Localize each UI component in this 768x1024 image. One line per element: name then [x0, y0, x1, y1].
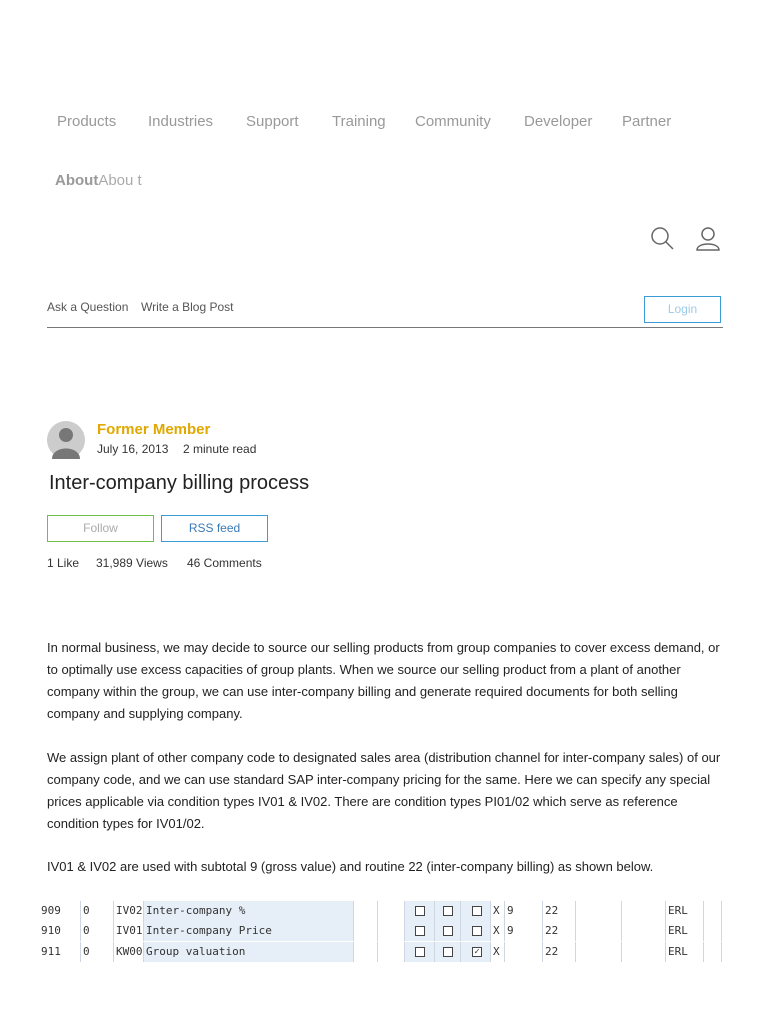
- counter-cell: 0: [81, 901, 114, 921]
- checkbox[interactable]: [415, 926, 425, 936]
- checkbox-checked[interactable]: ✓: [472, 947, 482, 957]
- checkbox-cell: [461, 921, 491, 941]
- checkbox[interactable]: [415, 947, 425, 957]
- comments-count[interactable]: 46 Comments: [187, 556, 262, 570]
- description-cell: Inter-company %: [144, 901, 354, 921]
- avatar[interactable]: [47, 421, 85, 459]
- post-date: July 16, 2013: [97, 442, 169, 456]
- ask-question-link[interactable]: Ask a Question: [47, 300, 129, 314]
- empty-cell: [704, 942, 722, 962]
- empty-cell: [576, 901, 622, 921]
- subtotal-cell: 9: [505, 901, 543, 921]
- author-name[interactable]: Former Member: [97, 421, 211, 438]
- account-key-cell: ERL: [666, 942, 704, 962]
- empty-cell: [622, 942, 666, 962]
- article-paragraph: We assign plant of other company code to designated sales area (distribution channel for inter-company sales) of our company code, and we can use standard SAP inter-company pricing for the same. Here we can specify any special prices applicable via condition types IV01 & IV02. There are condition types PI01/02 which serve as reference condition types for IV01/02.: [47, 750, 721, 831]
- nav-item-partner[interactable]: Partner: [622, 113, 672, 130]
- requirement-cell: 22: [543, 942, 576, 962]
- step-cell: 909: [39, 901, 81, 921]
- read-time: 2 minute read: [183, 442, 257, 456]
- follow-button[interactable]: Follow: [47, 515, 154, 542]
- empty-cell: [576, 921, 622, 941]
- checkbox[interactable]: [443, 906, 453, 916]
- article-paragraph: IV01 & IV02 are used with subtotal 9 (gross value) and routine 22 (inter-company billing) as shown below.: [47, 859, 654, 874]
- about-label-secondary: Abou t: [98, 172, 142, 189]
- condition-type-cell: IV02: [114, 901, 144, 921]
- account-key-cell: ERL: [666, 921, 704, 941]
- views-count: 31,989 Views: [96, 556, 168, 570]
- counter-cell: 0: [81, 942, 114, 962]
- checkbox-cell: [435, 901, 461, 921]
- checkbox[interactable]: [415, 906, 425, 916]
- write-blog-link[interactable]: Write a Blog Post: [141, 300, 234, 314]
- empty-cell: [354, 901, 378, 921]
- checkbox[interactable]: [472, 906, 482, 916]
- description-cell: Group valuation: [144, 942, 354, 962]
- empty-cell: [576, 942, 622, 962]
- nav-item-training[interactable]: Training: [332, 113, 386, 130]
- empty-cell: [378, 942, 405, 962]
- login-button[interactable]: Login: [644, 296, 721, 323]
- checkbox[interactable]: [443, 947, 453, 957]
- rss-feed-button[interactable]: RSS feed: [161, 515, 268, 542]
- checkbox-cell: [405, 921, 435, 941]
- counter-cell: 0: [81, 921, 114, 941]
- requirement-cell: 22: [543, 901, 576, 921]
- step-cell: 911: [39, 942, 81, 962]
- empty-cell: [622, 901, 666, 921]
- checkbox-cell: [461, 901, 491, 921]
- checkbox[interactable]: [443, 926, 453, 936]
- table-row: [41, 921, 722, 941]
- page-title: Inter-company billing process: [49, 472, 310, 494]
- subtotal-cell: [505, 942, 543, 962]
- article-paragraph: In normal business, we may decide to source our selling products from group companies to cover excess demand, or to optimally use excess capacities of group plants. When we source our selling product from a plant of another company within the group, we can use inter-company billing and generate required documents for both selling company and supplying company.: [47, 640, 720, 721]
- nav-item-community[interactable]: Community: [415, 113, 491, 130]
- nav-item-support[interactable]: Support: [246, 113, 299, 130]
- statistical-cell: X: [491, 901, 505, 921]
- checkbox-cell: [461, 942, 491, 962]
- checkbox-cell: [405, 901, 435, 921]
- subtotal-cell: 9: [505, 921, 543, 941]
- step-cell: 910: [39, 921, 81, 941]
- statistical-cell: X: [491, 942, 505, 962]
- pricing-procedure-screenshot: [41, 901, 722, 958]
- description-cell: Inter-company Price: [144, 921, 354, 941]
- search-icon[interactable]: [650, 226, 676, 252]
- about-label: About: [55, 172, 99, 189]
- nav-item-industries[interactable]: Industries: [148, 113, 214, 130]
- account-key-cell: ERL: [666, 901, 704, 921]
- checkbox-cell: [435, 942, 461, 962]
- user-icon[interactable]: [695, 226, 721, 252]
- likes-count[interactable]: 1 Like: [47, 556, 80, 570]
- statistical-cell: X: [491, 921, 505, 941]
- divider: [47, 327, 723, 328]
- checkbox-cell: [405, 942, 435, 962]
- empty-cell: [354, 942, 378, 962]
- empty-cell: [354, 921, 378, 941]
- condition-type-cell: IV01: [114, 921, 144, 941]
- nav-item-about[interactable]: [55, 172, 142, 189]
- table-row: [41, 901, 722, 921]
- nav-item-products[interactable]: Products: [57, 113, 117, 130]
- checkbox-cell: [435, 921, 461, 941]
- empty-cell: [378, 901, 405, 921]
- checkbox[interactable]: [472, 926, 482, 936]
- empty-cell: [704, 921, 722, 941]
- nav-item-developer[interactable]: Developer: [524, 113, 593, 130]
- empty-cell: [378, 921, 405, 941]
- empty-cell: [704, 901, 722, 921]
- empty-cell: [622, 921, 666, 941]
- requirement-cell: 22: [543, 921, 576, 941]
- condition-type-cell: KW00: [114, 942, 144, 962]
- table-row: [41, 942, 722, 962]
